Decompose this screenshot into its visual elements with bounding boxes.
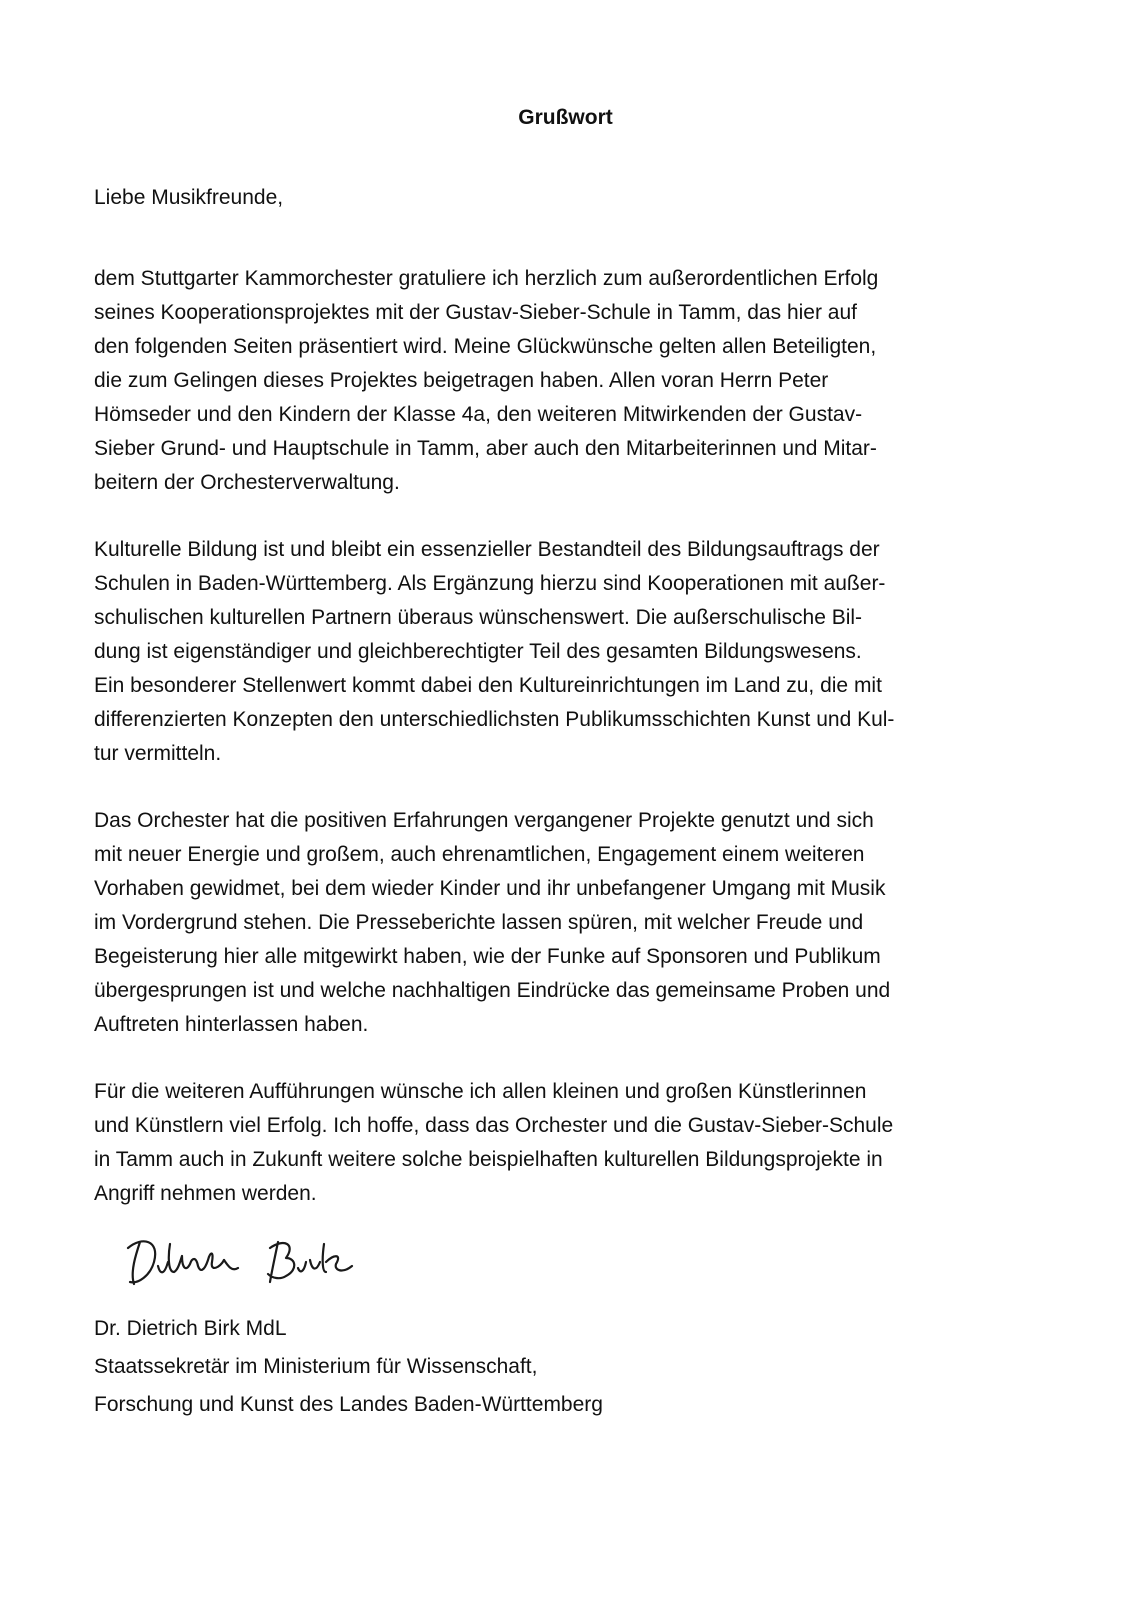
paragraph-4: [94, 1075, 974, 1211]
paragraph-line: schulischen kulturellen Partnern überaus wünschenswert. Die außerschulische Bil-: [94, 606, 863, 629]
paragraph-line: Für die weiteren Aufführungen wünsche ich allen kleinen und großen Künstlerinnen: [94, 1080, 867, 1103]
paragraph-line: im Vordergrund stehen. Die Presseberichte lassen spüren, mit welcher Freude und: [94, 911, 864, 934]
paragraph-line: und Künstlern viel Erfolg. Ich hoffe, dass das Orchester und die Gustav-Sieber-Schule: [94, 1114, 894, 1137]
paragraph-line: Hömseder und den Kindern der Klasse 4a, den weiteren Mitwirkenden der Gustav-: [94, 403, 863, 426]
paragraph-line: in Tamm auch in Zukunft weitere solche beispielhaften kulturellen Bildungsprojekte in: [94, 1148, 883, 1171]
paragraph-line: seines Kooperationsprojektes mit der Gustav-Sieber-Schule in Tamm, das hier auf: [94, 301, 857, 324]
paragraph-line: übergesprungen ist und welche nachhaltigen Eindrücke das gemeinsame Proben und: [94, 979, 891, 1002]
signer-position-line-2: Forschung und Kunst des Landes Baden-Württemberg: [94, 1393, 603, 1416]
handwritten-signature: [120, 1232, 360, 1296]
paragraph-line: beitern der Orchesterverwaltung.: [94, 471, 400, 494]
paragraph-line: Angriff nehmen werden.: [94, 1182, 317, 1205]
paragraph-line: dung ist eigenständiger und gleichberechtigter Teil des gesamten Bildungswesens.: [94, 640, 862, 663]
salutation: Liebe Musikfreunde,: [94, 186, 284, 209]
paragraph-line: differenzierten Konzepten den unterschiedlichsten Publikumsschichten Kunst und Kul-: [94, 708, 895, 731]
paragraph-line: Schulen in Baden-Württemberg. Als Ergänzung hierzu sind Kooperationen mit außer-: [94, 572, 886, 595]
paragraph-line: Kulturelle Bildung ist und bleibt ein essenzieller Bestandteil des Bildungsauftrags der: [94, 538, 880, 561]
signer-position-line-1: Staatssekretär im Ministerium für Wissenschaft,: [94, 1355, 538, 1378]
paragraph-line: mit neuer Energie und großem, auch ehrenamtlichen, Engagement einem weiteren: [94, 843, 865, 866]
paragraph-line: den folgenden Seiten präsentiert wird. Meine Glückwünsche gelten allen Beteiligten,: [94, 335, 877, 358]
closing-block: [94, 1310, 603, 1424]
letter-title: Grußwort: [518, 106, 613, 129]
paragraph-line: die zum Gelingen dieses Projektes beigetragen haben. Allen voran Herrn Peter: [94, 369, 829, 392]
paragraph-1: [94, 262, 974, 500]
paragraph-3: [94, 804, 974, 1042]
paragraph-line: Vorhaben gewidmet, bei dem wieder Kinder und ihr unbefangener Umgang mit Musik: [94, 877, 886, 900]
signer-name: Dr. Dietrich Birk MdL: [94, 1317, 287, 1340]
paragraph-line: Sieber Grund- und Hauptschule in Tamm, aber auch den Mitarbeiterinnen und Mitar-: [94, 437, 877, 460]
paragraph-line: Das Orchester hat die positiven Erfahrungen vergangener Projekte genutzt und sich: [94, 809, 874, 832]
paragraph-2: [94, 533, 974, 771]
paragraph-line: Auftreten hinterlassen haben.: [94, 1013, 369, 1036]
paragraph-line: dem Stuttgarter Kammorchester gratuliere ich herzlich zum außerordentlichen Erfolg: [94, 267, 879, 290]
paragraph-line: Ein besonderer Stellenwert kommt dabei den Kultureinrichtungen im Land zu, die mit: [94, 674, 882, 697]
paragraph-line: Begeisterung hier alle mitgewirkt haben, wie der Funke auf Sponsoren und Publikum: [94, 945, 881, 968]
paragraph-line: tur vermitteln.: [94, 742, 222, 765]
